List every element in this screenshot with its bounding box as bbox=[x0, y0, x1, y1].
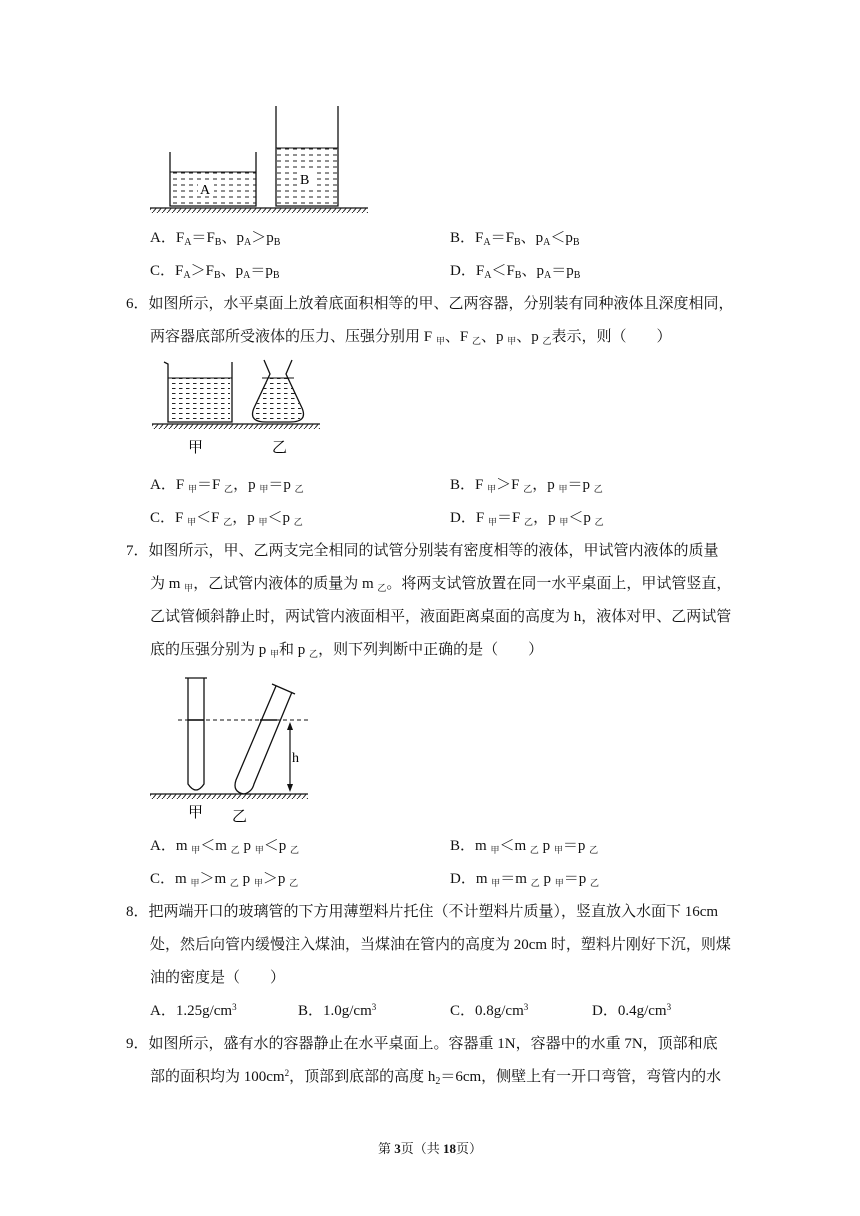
q7-stem-line-3: 乙试管倾斜静止时，两试管内液面相平，液面距离桌面的高度为 h，液体对甲、乙两试管 bbox=[150, 609, 732, 625]
q6-figure bbox=[150, 356, 322, 460]
q7-option-c[interactable]: C．m $_甲$＞m $_乙$ p $_甲$＞p $_乙$ bbox=[150, 871, 299, 888]
q5-figure bbox=[148, 104, 370, 214]
q7-stem-line-4: 底的压强分别为 p $_甲$和 p $_乙$，则下列判断中正确的是（ ） bbox=[150, 642, 544, 659]
q8-option-d[interactable]: D．$0.4g/cm^3$ bbox=[592, 1002, 672, 1019]
q8-option-a[interactable]: A．$1.25g/cm^3$ bbox=[150, 1002, 237, 1019]
q8-stem-line-2: 处，然后向管内缓慢注入煤油，当煤油在管内的高度为 20cm 时，塑料片刚好下沉，则煤 bbox=[150, 937, 731, 953]
q7-option-b[interactable]: B．m $_甲$＜m $_乙$ p $_甲$＝p $_乙$ bbox=[450, 838, 599, 855]
q6-stem-line-1: 6．如图所示，水平桌面上放着底面积相等的甲、乙两容器，分别装有同种液体且深度相同， bbox=[126, 296, 734, 312]
q8-option-c[interactable]: C．$0.8g/cm^3$ bbox=[450, 1002, 529, 1019]
q5-option-a[interactable]: A．$F_A=F_B$、$p_A>p_B$ bbox=[150, 230, 281, 248]
q6-label-jia: 甲 bbox=[188, 438, 204, 456]
q6-option-d[interactable]: D．F $_甲$＝F $_乙$，p $_甲$＜p $_乙$ bbox=[450, 510, 604, 527]
q8-stem-line-3: 油的密度是（ ） bbox=[150, 970, 286, 986]
q8-stem-line-1: 8．把两端开口的玻璃管的下方用薄塑料片托住（不计塑料片质量），竖直放入水面下 16cm bbox=[126, 904, 719, 920]
q5-label-a: A bbox=[200, 183, 211, 198]
q6-option-a[interactable]: A．F $_甲$＝F $_乙$，p $_甲$＝p $_乙$ bbox=[150, 477, 304, 494]
q7-option-a[interactable]: A．m $_甲$＜m $_乙$ p $_甲$＜p $_乙$ bbox=[150, 838, 300, 855]
q5-option-c[interactable]: C．$F_A>F_B$、$p_A=p_B$ bbox=[150, 263, 280, 281]
q9-stem-line-1: 9．如图所示，盛有水的容器静止在水平桌面上。容器重 1N，容器中的水重 7N，顶部和底 bbox=[126, 1036, 718, 1052]
q5-label-b: B bbox=[300, 173, 310, 188]
q5-option-b[interactable]: B．$F_A=F_B$、$p_A<p_B$ bbox=[450, 230, 580, 248]
q6-option-c[interactable]: C．F $_甲$＜F $_乙$，p $_甲$＜p $_乙$ bbox=[150, 510, 303, 527]
q7-figure bbox=[148, 672, 312, 824]
q7-option-d[interactable]: D．m $_甲$＝m $_乙$ p $_甲$＝p $_乙$ bbox=[450, 871, 600, 888]
q7-label-yi: 乙 bbox=[232, 807, 248, 825]
q7-label-h: h bbox=[292, 751, 299, 766]
q6-option-b[interactable]: B．F $_甲$＞F $_乙$，p $_甲$＝p $_乙$ bbox=[450, 477, 603, 494]
q9-stem-line-2: 部的面积均为 $100cm^2$，顶部到底部的高度 $h_2=6cm$，侧壁上有一开口弯管，弯管内的水 bbox=[150, 1068, 722, 1087]
q7-label-jia: 甲 bbox=[188, 803, 204, 821]
q8-option-b[interactable]: B．$1.0g/cm^3$ bbox=[298, 1002, 377, 1019]
q5-option-d[interactable]: D．$F_A<F_B$、$p_A=p_B$ bbox=[450, 263, 581, 281]
page-footer: 第 3页（共 18页） bbox=[377, 1141, 483, 1156]
q7-stem-line-2: 为 m $_甲$，乙试管内液体的质量为 m $_乙$。将两支试管放置在同一水平桌面上，甲试管竖直， bbox=[150, 576, 732, 593]
footer-total-pages: 18 bbox=[443, 1141, 456, 1156]
q7-stem-line-1: 7．如图所示，甲、乙两支完全相同的试管分别装有密度相等的液体，甲试管内液体的质量 bbox=[126, 543, 719, 559]
footer-page-number: 3 bbox=[394, 1141, 401, 1156]
q6-label-yi: 乙 bbox=[272, 438, 288, 456]
q6-stem-line-2: 两容器底部所受液体的压力、压强分别用 F $_甲$、F $_乙$、p $_甲$、p $_乙$表示，则（ ） bbox=[150, 329, 672, 346]
